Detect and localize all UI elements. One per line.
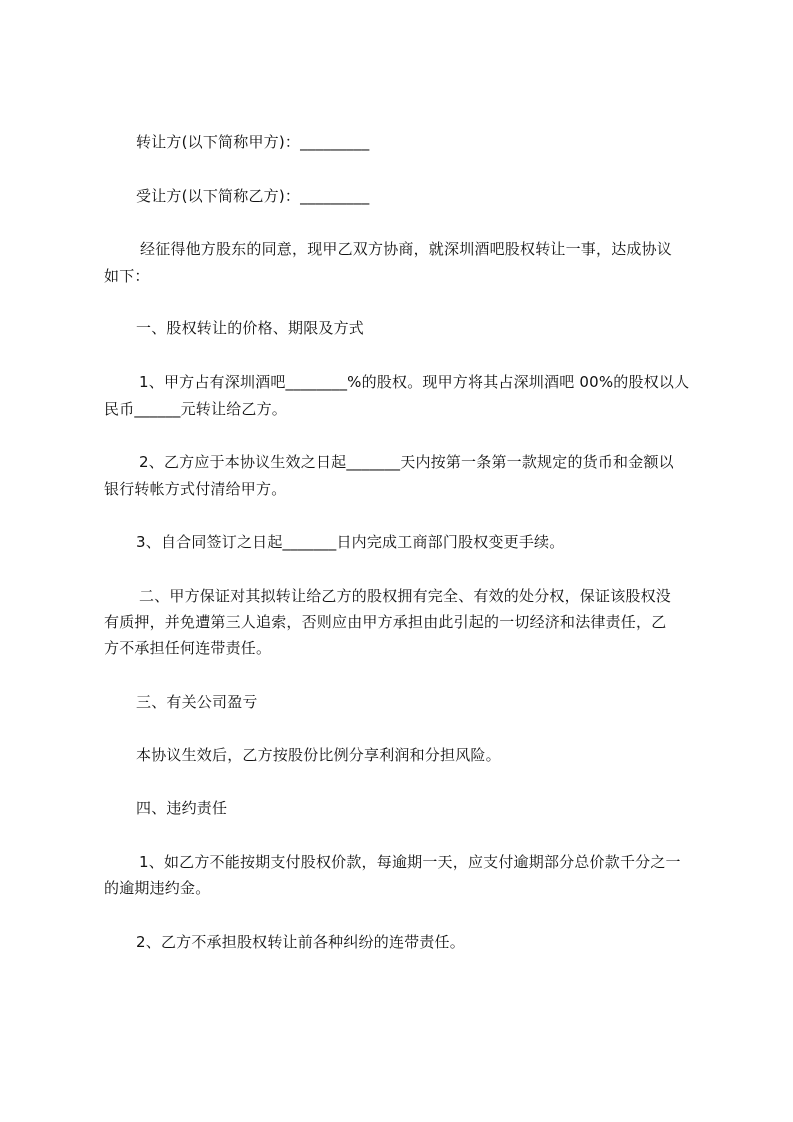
section-4-item-2: 2、乙方不承担股权转让前各种纠纷的连带责任。 <box>136 933 465 951</box>
intro-paragraph-line-1: 经征得他方股东的同意，现甲乙双方协商，就深圳酒吧股权转让一事，达成协议 <box>140 240 673 258</box>
section-4-item-1-line-2: 的逾期违约金。 <box>104 879 211 897</box>
section-1-item-2-line-1: 2、乙方应于本协议生效之日起_______天内按第一条第一款规定的货币和金额以 <box>139 453 674 471</box>
intro-paragraph-line-2: 如下： <box>104 267 150 285</box>
section-2-line-1: 二、甲方保证对其拟转让给乙方的股权拥有完全、有效的处分权，保证该股权没 <box>139 587 672 605</box>
section-1-item-1-line-1: 1、甲方占有深圳酒吧________%的股权。现甲方将其占深圳酒吧 00%的股权以人 <box>139 373 690 391</box>
section-3-heading: 三、有关公司盈亏 <box>136 693 258 711</box>
section-3-body: 本协议生效后，乙方按股份比例分享利润和分担风险。 <box>136 746 501 764</box>
transferor-line: 转让方(以下简称甲方)：_________ <box>136 133 370 151</box>
section-2-line-3: 方不承担任何连带责任。 <box>104 639 272 657</box>
section-4-heading: 四、违约责任 <box>136 799 228 817</box>
section-2-line-2: 有质押，并免遭第三人追索，否则应由甲方承担由此引起的一切经济和法律责任，乙 <box>104 613 667 631</box>
section-1-item-3: 3、自合同签订之日起_______日内完成工商部门股权变更手续。 <box>136 533 565 551</box>
section-4-item-1-line-1: 1、如乙方不能按期支付股权价款，每逾期一天，应支付逾期部分总价款千分之一 <box>139 853 681 871</box>
section-1-item-1-line-2: 民币______元转让给乙方。 <box>104 400 288 418</box>
section-1-item-2-line-2: 银行转帐方式付清给甲方。 <box>104 480 287 498</box>
section-1-heading: 一、股权转让的价格、期限及方式 <box>136 319 365 337</box>
transferee-line: 受让方(以下简称乙方)：_________ <box>136 187 370 205</box>
